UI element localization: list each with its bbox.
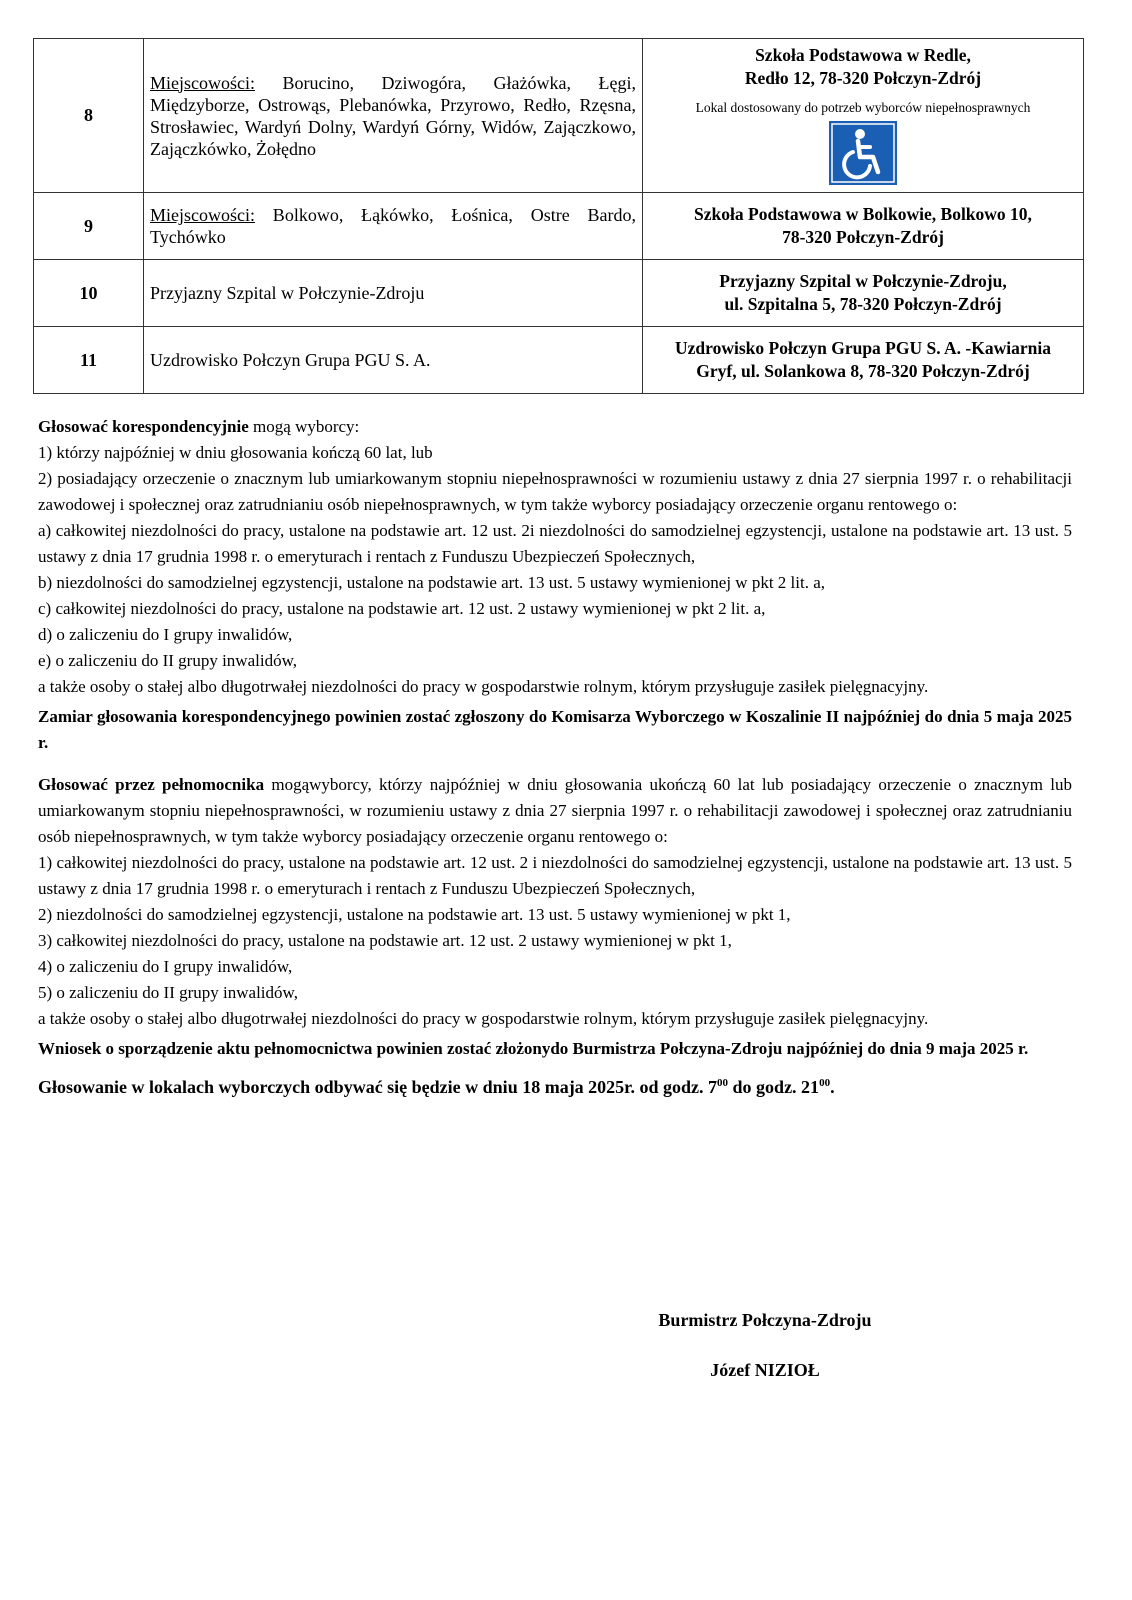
venue-line: Przyjazny Szpital w Połczynie-Zdroju, (719, 271, 1007, 291)
list-item: 2) posiadający orzeczenie o znacznym lub umiarkowanym stopniu niepełnosprawności w rozumieniu ustawy z dnia 27 sierpnia 1997 r. o rehabilitacji zawodowej i społecznej oraz zatrudnianiu osób niepełnosprawnych, w tym także wyborcy posiadający orzeczenie organu rentowego o: (38, 469, 1072, 514)
correspondence-lead: Głosować korespondencyjnie mogą wyborcy: (38, 417, 360, 436)
signature-title: Burmistrz Połczyna-Zdroju (658, 1310, 872, 1330)
proxy-heading: Głosować przez pełnomocnika (38, 775, 265, 794)
notice-body (38, 414, 1072, 1100)
correspondence-deadline: Zamiar głosowania korespondencyjnego powinien zostać zgłoszony do Komisarza Wyborczego w Koszalinie II najpóźniej do dnia 5 maja 2025 r. (38, 707, 1072, 752)
list-item: d) o zaliczeniu do I grupy inwalidów, (38, 625, 293, 644)
district-number: 8 (34, 39, 144, 193)
district-areas: Uzdrowisko Połczyn Grupa PGU S. A. (144, 327, 643, 394)
accessibility-note: Lokal dostosowany do potrzeb wyborców niepełnosprawnych (695, 100, 1031, 115)
list-item: b) niezdolności do samodzielnej egzystencji, ustalone na podstawie art. 13 ust. 5 ustawy wymienionej w pkt 2 lit. a, (38, 573, 826, 592)
district-areas (144, 39, 643, 193)
polling-station-address (643, 327, 1084, 394)
table-row (34, 260, 1084, 327)
list-item: a także osoby o stałej albo długotrwałej niezdolności do pracy w gospodarstwie rolnym, którym przysługuje zasiłek pielęgnacyjny. (38, 1009, 929, 1028)
areas-label: Miejscowości: (150, 205, 255, 225)
venue-line: Uzdrowisko Połczyn Grupa PGU S. A. -Kawiarnia (675, 338, 1051, 358)
list-item: 4) o zaliczeniu do I grupy inwalidów, (38, 957, 293, 976)
list-item: 1) którzy najpóźniej w dniu głosowania kończą 60 lat, lub (38, 443, 433, 462)
list-item: 2) niezdolności do samodzielnej egzystencji, ustalone na podstawie art. 13 ust. 5 ustawy wymienionej w pkt 1, (38, 905, 791, 924)
polling-station-address (643, 193, 1084, 260)
list-item: e) o zaliczeniu do II grupy inwalidów, (38, 651, 298, 670)
signature-name: Józef NIZIOŁ (710, 1360, 820, 1380)
table-row (34, 193, 1084, 260)
list-item: 3) całkowitej niezdolności do pracy, ustalone na podstawie art. 12 ust. 2 ustawy wymienionej w pkt 1, (38, 931, 732, 950)
venue-line: 78-320 Połczyn-Zdrój (782, 227, 944, 247)
list-item: 1) całkowitej niezdolności do pracy, ustalone na podstawie art. 12 ust. 2 i niezdolności do samodzielnej egzystencji, ustalone na podstawie art. 13 ust. 5 ustawy z dnia 17 grudnia 1998 r. o emeryturach i rentach z Funduszu Ubezpieczeń Społecznych, (38, 853, 1072, 898)
correspondence-heading: Głosować korespondencyjnie (38, 417, 249, 436)
district-number: 10 (34, 260, 144, 327)
list-item: 5) o zaliczeniu do II grupy inwalidów, (38, 983, 298, 1002)
venue-line: Szkoła Podstawowa w Bolkowie, Bolkowo 10, (694, 204, 1032, 224)
wheelchair-accessible-icon (829, 121, 897, 185)
district-number: 11 (34, 327, 144, 394)
table-row (34, 327, 1084, 394)
venue-line: Szkoła Podstawowa w Redle, (755, 45, 971, 65)
table-row (34, 39, 1084, 193)
areas-label: Miejscowości: (150, 72, 255, 93)
venue-line: ul. Szpitalna 5, 78-320 Połczyn-Zdrój (724, 294, 1002, 314)
venue-line: Redło 12, 78-320 Połczyn-Zdrój (744, 68, 982, 88)
polling-station-address (643, 39, 1084, 193)
voting-hours: Głosowanie w lokalach wyborczych odbywać się będzie w dniu 18 maja 2025r. od godz. $7^{00}$ do godz. $21^{00}$. (38, 1077, 835, 1097)
areas-list: Bolkowo, Łąkówko, Łośnica, Ostre Bardo, Tychówko (150, 205, 636, 247)
district-areas (144, 193, 643, 260)
list-item: a) całkowitej niezdolności do pracy, ustalone na podstawie art. 12 ust. 2i niezdolności do samodzielnej egzystencji, ustalone na podstawie art. 13 ust. 5 ustawy z dnia 17 grudnia 1998 r. o emeryturach i rentach z Funduszu Ubezpieczeń Społecznych, (38, 521, 1072, 566)
venue-line: Gryf, ul. Solankowa 8, 78-320 Połczyn-Zdrój (696, 361, 1030, 381)
polling-stations-table (33, 38, 1084, 394)
polling-station-address (643, 260, 1084, 327)
list-item: c) całkowitej niezdolności do pracy, ustalone na podstawie art. 12 ust. 2 ustawy wymienionej w pkt 2 lit. a, (38, 599, 766, 618)
list-item: a także osoby o stałej albo długotrwałej niezdolności do pracy w gospodarstwie rolnym, którym przysługuje zasiłek pielęgnacyjny. (38, 677, 929, 696)
proxy-deadline: Wniosek o sporządzenie aktu pełnomocnictwa powinien zostać złożonydo Burmistrza Połczyna-Zdroju najpóźniej do dnia 9 maja 2025 r. (38, 1039, 1029, 1058)
district-areas: Przyjazny Szpital w Połczynie-Zdroju (144, 260, 643, 327)
proxy-lead: Głosować przez pełnomocnika mogąwyborcy, którzy najpóźniej w dniu głosowania ukończą 60 lat lub posiadający orzeczenie o znacznym lub umiarkowanym stopniu niepełnosprawności, w rozumieniu ustawy z dnia 27 sierpnia 1997 r. o rehabilitacji zawodowej i społecznej oraz zatrudnianiu osób niepełnosprawnych, w tym także wyborcy posiadający orzeczenie organu rentowego o: (38, 775, 1072, 846)
district-number: 9 (34, 193, 144, 260)
areas-list: Borucino, Dziwogóra, Głażówka, Łęgi, Międzyborze, Ostrowąs, Plebanówka, Przyrowo, Redło, Rzęsna, Strosławiec, Wardyń Dolny, Wardyń Górny, Widów, Zajączkowo, Zajączkówko, Żołędno (150, 72, 636, 159)
